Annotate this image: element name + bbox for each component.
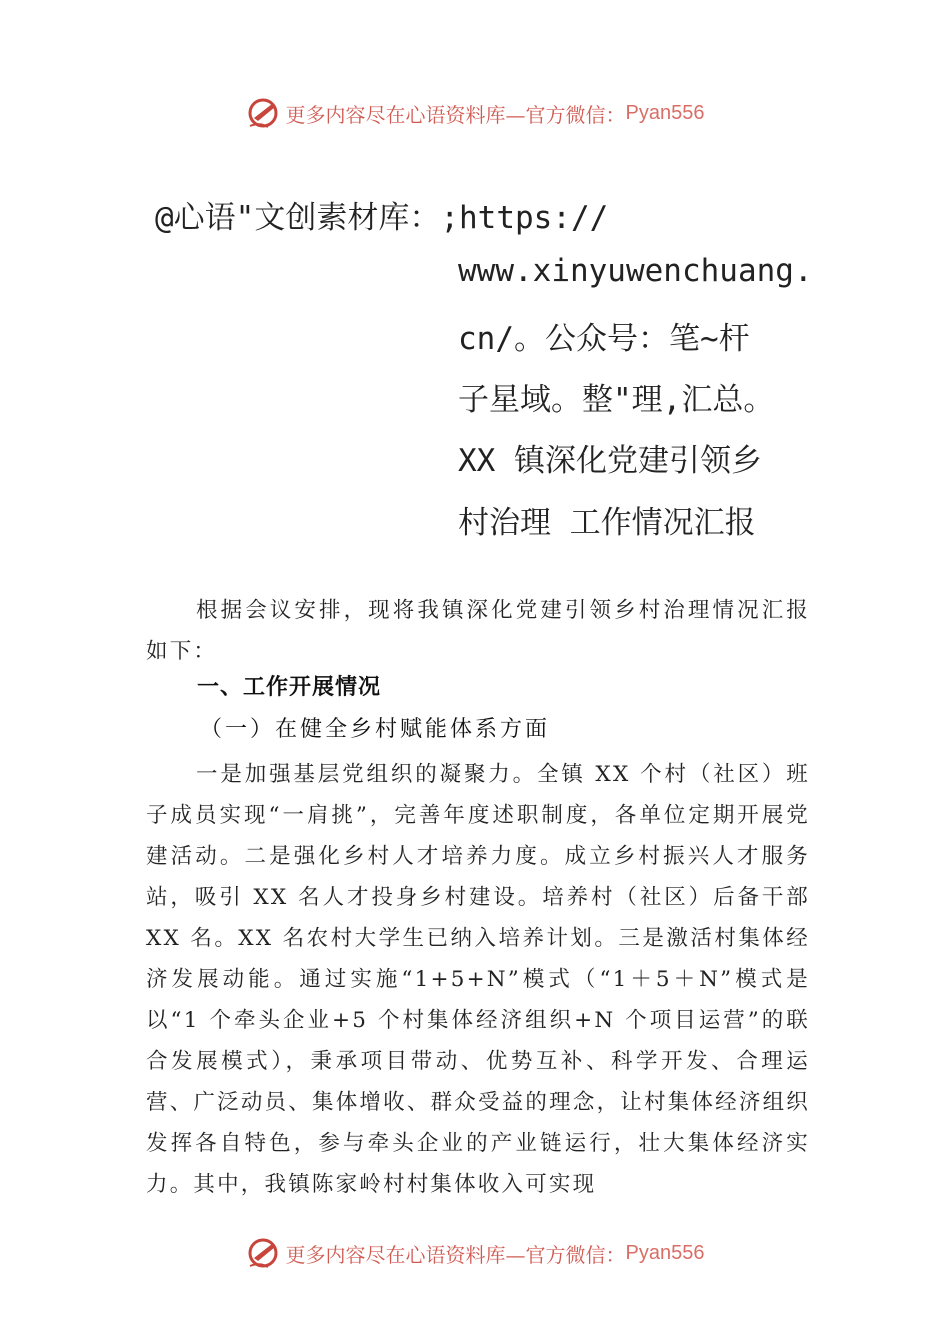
banner-text: 更多内容尽在心语资料库—官方微信： xyxy=(285,1242,626,1267)
subsection-title: （一）在健全乡村赋能体系方面 xyxy=(200,717,551,742)
heading-line-1: @心语"文创素材库：;https:// xyxy=(155,200,609,236)
logo-icon xyxy=(246,1236,282,1270)
heading-line-2: www.xinyuwenchuang. xyxy=(458,253,813,289)
body-block xyxy=(146,754,810,1205)
intro-paragraph: 根据会议安排，现将我镇深化党建引领乡村治理情况汇报如下： xyxy=(146,598,810,664)
banner-text: 更多内容尽在心语资料库—官方微信： xyxy=(285,102,626,127)
heading-line-3: cn/。公众号：笔~杆 xyxy=(458,321,750,357)
body-paragraph: 一是加强基层党组织的凝聚力。全镇 XX 个村（社区）班子成员实现“一肩挑”，完善年度述职制度，各单位定期开展党建活动。二是强化乡村人才培养力度。成立乡村振兴人才服务站，吸引 XX 名人才投身乡村建设。培养村（社区）后备干部 XX 名。XX 名农村大学生已纳入培养计划。三是激活村集体经济发展动能。通过实施“1+5+N”模式（“1＋5＋N”模式是以“1 个牵头企业+5 个村集体经济组织+N 个项目运营”的联合发展模式），秉承项目带动、优势互补、科学开发、合理运营、广泛动员、集体增收、群众受益的理念，让村集体经济组织发挥各自特色，参与牵头企业的产业链运行，壮大集体经济实力。其中，我镇陈家岭村村集体收入可实现 xyxy=(146,762,810,1197)
wechat-id: Pyan556 xyxy=(625,1241,705,1264)
section-title: 一、工作开展情况 xyxy=(197,675,382,700)
header-banner xyxy=(0,96,950,130)
heading-line-5: XX 镇深化党建引领乡 xyxy=(458,443,762,479)
footer-banner xyxy=(0,1236,950,1270)
heading-line-4: 子星域。整"理,汇总。 xyxy=(458,382,775,418)
intro-block xyxy=(146,590,810,672)
heading-line-6: 村治理 工作情况汇报 xyxy=(458,505,756,541)
logo-icon xyxy=(246,96,282,130)
wechat-id: Pyan556 xyxy=(625,101,705,124)
